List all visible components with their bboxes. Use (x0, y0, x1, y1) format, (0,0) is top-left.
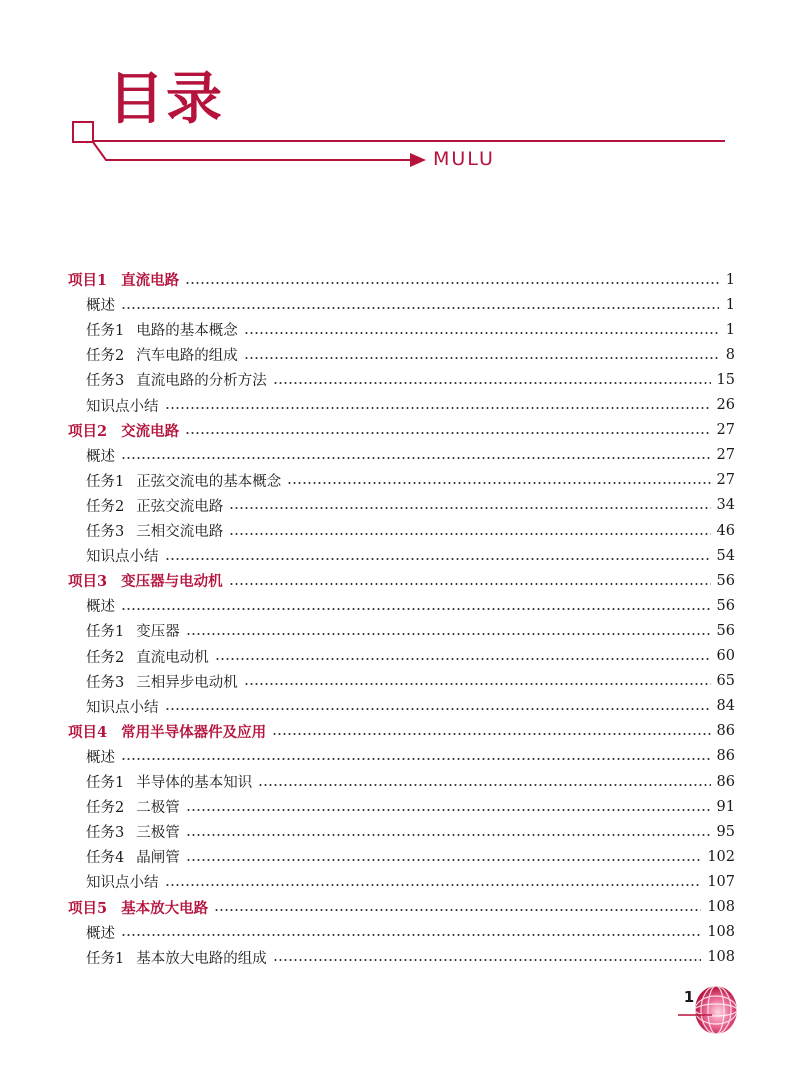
toc-entry-label: 二极管 (136, 800, 180, 817)
toc-page-number: 108 (707, 899, 735, 915)
toc-entry-label: 直流电路的分析方法 (136, 373, 267, 390)
dot-leader (272, 733, 710, 735)
toc-page-number: 60 (716, 648, 735, 664)
toc-entry-row[interactable] (86, 618, 735, 643)
toc-entry-row[interactable] (86, 518, 735, 543)
toc-entry-number: 任务1 (86, 323, 125, 340)
toc-entry-row[interactable] (86, 317, 735, 342)
dot-leader (121, 934, 701, 936)
toc-entry-row[interactable] (86, 744, 735, 769)
toc-entry-row[interactable] (86, 367, 735, 392)
toc-entry-number: 项目4 (68, 723, 108, 741)
dot-leader (121, 457, 711, 459)
dot-leader (186, 834, 711, 836)
toc-entry-label: 知识点小结 (86, 549, 159, 566)
toc-page-number: 102 (707, 848, 735, 865)
toc-page-number: 95 (716, 823, 735, 840)
toc-entry-number: 任务1 (86, 775, 125, 791)
toc-entry-label: 概述 (86, 925, 115, 942)
toc-page-number: 91 (716, 798, 735, 815)
dot-leader (244, 357, 719, 359)
toc-entry-number: 任务3 (86, 825, 125, 842)
page-title: 目录 (108, 67, 224, 132)
toc-entry-label: 晶闸管 (136, 850, 180, 867)
toc-entry-row[interactable] (86, 342, 735, 367)
toc-page-number: 26 (716, 397, 735, 413)
toc-page-number: 27 (716, 447, 735, 464)
toc-page-number: 1 (725, 321, 735, 338)
toc-entry-label: 知识点小结 (86, 398, 159, 415)
toc-entry-label: 直流电路 (121, 272, 180, 289)
toc-entry-number: 项目3 (68, 573, 108, 591)
header-arrow-line (93, 142, 412, 160)
toc-entry-row[interactable] (86, 869, 735, 894)
dot-leader (273, 959, 702, 961)
toc-entry-row[interactable] (86, 945, 735, 970)
toc-entry-row[interactable] (86, 669, 735, 694)
dot-leader (165, 407, 711, 409)
toc-entry-label: 常用半导体器件及应用 (121, 723, 267, 741)
page-number: 1 (683, 988, 695, 1006)
toc-entry-number: 任务1 (86, 950, 125, 967)
toc-page-number: 108 (707, 924, 735, 941)
dot-leader (165, 708, 711, 710)
toc-page-number: 108 (707, 949, 735, 966)
dot-leader (121, 608, 711, 610)
toc-page-number: 27 (716, 422, 735, 439)
toc-entry-label: 正弦交流电的基本概念 (136, 473, 282, 490)
dot-leader (229, 533, 710, 535)
toc-entry-row[interactable] (86, 593, 735, 618)
toc-entry-number: 项目2 (68, 422, 108, 440)
dot-leader (185, 282, 719, 284)
dot-leader (186, 859, 702, 861)
dot-leader (186, 633, 711, 635)
toc-entry-row[interactable] (86, 694, 735, 719)
toc-page-number: 27 (716, 472, 735, 489)
toc-entry-label: 交流电路 (121, 422, 180, 440)
toc-entry-number: 任务2 (86, 498, 125, 515)
page-subtitle: MULU (433, 148, 495, 170)
toc-entry-label: 知识点小结 (86, 875, 159, 892)
toc-entry-label: 正弦交流电路 (136, 498, 224, 515)
toc-entry-number: 项目1 (68, 272, 108, 289)
toc-entry-number: 任务4 (86, 850, 125, 867)
toc-page-number: 54 (716, 547, 735, 564)
toc-entry-row[interactable] (86, 819, 735, 844)
toc-entry-number: 项目5 (68, 899, 108, 917)
toc-entry-label: 三极管 (136, 825, 180, 842)
toc-entry-label: 概述 (86, 599, 115, 616)
toc-project-row[interactable] (68, 267, 735, 292)
dot-leader (273, 382, 711, 384)
toc-entry-label: 基本放大电路的组成 (136, 950, 267, 967)
toc-page-number: 56 (716, 622, 735, 639)
toc-entry-row[interactable] (86, 292, 735, 317)
dot-leader (121, 758, 711, 760)
toc-project-row[interactable] (68, 719, 735, 744)
toc-entry-number: 任务3 (86, 674, 125, 691)
toc-entry-row[interactable] (86, 794, 735, 819)
toc-entry-label: 半导体的基本知识 (136, 775, 253, 791)
toc-entry-number: 任务1 (86, 473, 125, 490)
toc-entry-row[interactable] (86, 644, 735, 669)
toc-entry-row[interactable] (86, 393, 735, 418)
dot-leader (121, 307, 719, 309)
toc-project-row[interactable] (68, 568, 735, 593)
toc-page-number: 46 (716, 522, 735, 539)
toc-page-number: 84 (716, 698, 735, 715)
toc-page-number: 86 (716, 748, 735, 765)
toc-entry-row[interactable] (86, 493, 735, 518)
toc-entry-label: 变压器 (136, 624, 180, 641)
toc-page-number: 8 (725, 346, 735, 363)
toc-entry-label: 直流电动机 (136, 649, 209, 666)
toc-entry-number: 任务2 (86, 800, 125, 817)
toc-entry-label: 知识点小结 (86, 699, 159, 716)
toc-entry-row[interactable] (86, 443, 735, 468)
toc-entry-row[interactable] (86, 468, 735, 493)
toc-page-number: 65 (716, 673, 735, 690)
toc-entry-number: 任务2 (86, 649, 125, 666)
header-square-icon (73, 122, 93, 142)
toc-entry-number: 任务3 (86, 373, 125, 390)
toc-page-number: 107 (707, 873, 735, 890)
toc-entry-row[interactable] (86, 543, 735, 568)
toc-entry-label: 电路的基本概念 (136, 323, 238, 340)
toc-page-number: 1 (725, 296, 735, 313)
dot-leader (287, 482, 710, 484)
toc-entry-row[interactable] (86, 844, 735, 869)
dot-leader (185, 432, 710, 434)
dot-leader (258, 784, 710, 786)
arrow-right-icon (410, 153, 426, 167)
dot-leader (215, 658, 711, 660)
dot-leader (165, 558, 711, 560)
toc-entry-label: 变压器与电动机 (121, 573, 223, 591)
toc-project-row[interactable] (68, 418, 735, 443)
toc-page-number: 56 (716, 572, 735, 589)
dot-leader (229, 583, 711, 585)
toc-entry-label: 基本放大电路 (121, 899, 209, 917)
toc-entry-row[interactable] (86, 920, 735, 945)
dot-leader (244, 683, 711, 685)
toc-entry-number: 任务2 (86, 348, 125, 365)
dot-leader (214, 909, 701, 911)
dot-leader (244, 332, 719, 334)
toc-page-number: 86 (716, 773, 735, 790)
toc-entry-row[interactable] (86, 769, 735, 794)
toc-page-number: 86 (716, 723, 735, 740)
toc-page-number: 15 (716, 371, 735, 388)
toc-page-number: 34 (716, 497, 735, 514)
toc-entry-label: 三相异步电动机 (136, 674, 238, 691)
toc-entry-label: 概述 (86, 298, 115, 315)
toc-entry-label: 汽车电路的组成 (136, 348, 238, 365)
toc-entry-number: 任务3 (86, 524, 125, 540)
dot-leader (165, 884, 702, 886)
toc-page-number: 56 (716, 597, 735, 614)
toc-entry-label: 三相交流电路 (136, 524, 224, 540)
toc-project-row[interactable] (68, 895, 735, 920)
toc-entry-label: 概述 (86, 448, 115, 465)
toc-page-number: 1 (725, 271, 735, 288)
toc-entry-number: 任务1 (86, 624, 125, 641)
dot-leader (229, 507, 710, 509)
toc-entry-label: 概述 (86, 749, 115, 766)
dot-leader (186, 809, 711, 811)
